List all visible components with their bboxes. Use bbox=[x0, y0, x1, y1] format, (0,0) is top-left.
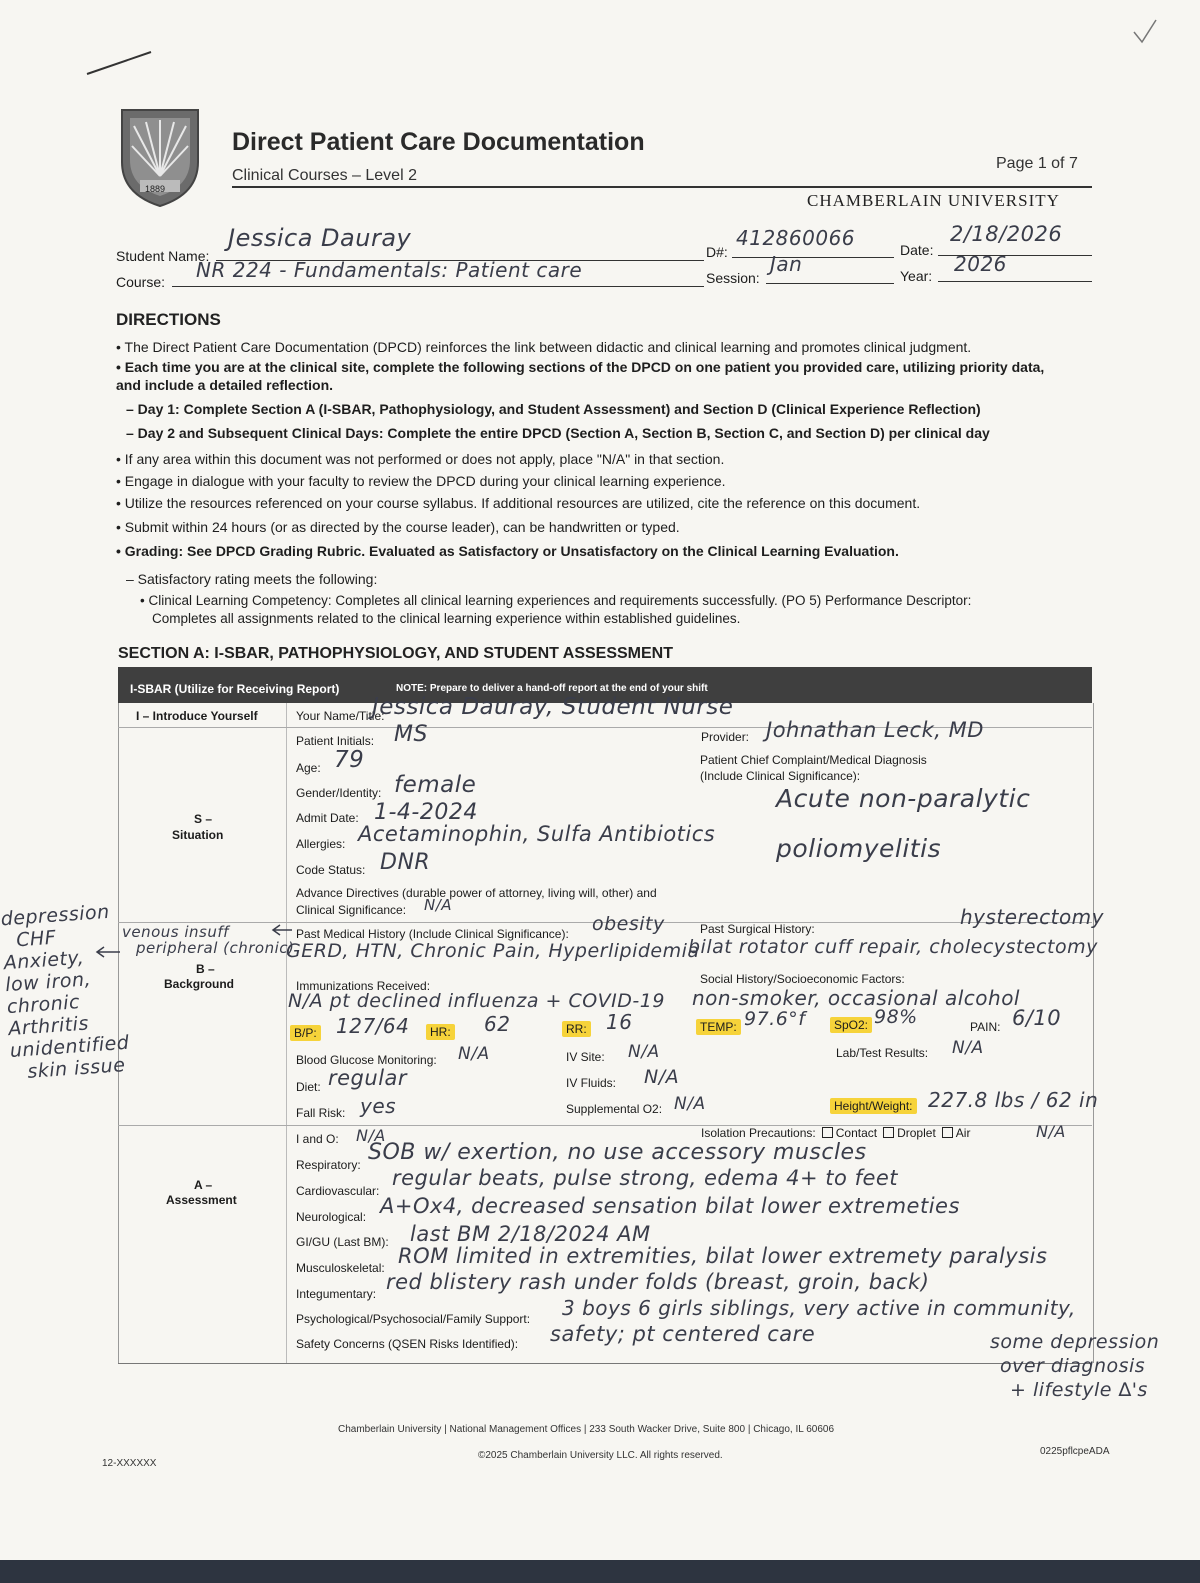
psychosocial-label: Psychological/Psychosocial/Family Support: bbox=[296, 1312, 531, 1326]
footer-copyright: ©2025 Chamberlain University LLC. All rights reserved. bbox=[478, 1450, 723, 1461]
page-title: Direct Patient Care Documentation bbox=[232, 128, 645, 156]
io-value: N/A bbox=[356, 1126, 386, 1145]
allergies-label: Allergies: bbox=[296, 837, 346, 851]
neurological-value: A+Ox4, decreased sensation bilat lower extremeties bbox=[380, 1194, 960, 1218]
spo2-label: SpO2: bbox=[830, 1018, 872, 1032]
age-value: 79 bbox=[334, 747, 365, 773]
isolation-precautions: Isolation Precautions: Contact Droplet Air bbox=[701, 1126, 971, 1140]
background-row-label-2: Background bbox=[164, 977, 235, 991]
psh-label: Past Surgical History: bbox=[700, 922, 815, 936]
margin-notes-left: depression CHF Anxiety, low iron, chronic Arthritis unidentified skin issue bbox=[0, 900, 131, 1083]
year-value: 2026 bbox=[954, 252, 1007, 276]
social-history-label: Social History/Socioeconomic Factors: bbox=[700, 972, 905, 986]
diet-value: regular bbox=[328, 1066, 408, 1090]
bgm-label: Blood Glucose Monitoring: bbox=[296, 1053, 437, 1067]
lab-results-value: N/A bbox=[952, 1038, 984, 1058]
age-label: Age: bbox=[296, 761, 321, 775]
iv-site-value: N/A bbox=[628, 1042, 660, 1062]
directions-day2: – Day 2 and Subsequent Clinical Days: Complete the entire DPCD (Section A, Section B, Section C, and Section D) per clinical day bbox=[126, 425, 990, 441]
temp-label: TEMP: bbox=[696, 1020, 741, 1034]
pmh-value: obesity bbox=[592, 913, 665, 935]
height-weight-label: Height/Weight: bbox=[830, 1099, 917, 1113]
arrow-left-icon bbox=[270, 924, 294, 936]
d-number-value: 412860066 bbox=[736, 226, 856, 250]
iv-site-label: IV Site: bbox=[566, 1050, 605, 1064]
course-value: NR 224 - Fundamentals: Patient care bbox=[196, 258, 583, 282]
situation-row-label: S – bbox=[194, 812, 213, 826]
fall-risk-label: Fall Risk: bbox=[296, 1106, 346, 1120]
fall-risk-value: yes bbox=[360, 1094, 397, 1118]
student-name-label: Student Name: bbox=[116, 248, 210, 264]
check-mark-icon bbox=[1130, 18, 1160, 48]
directions-item: • Grading: See DPCD Grading Rubric. Evaluated as Satisfactory or Unsatisfactory on the Clinical Learning Evaluation. bbox=[116, 543, 899, 559]
allergies-value: Acetaminophin, Sulfa Antibiotics bbox=[358, 822, 716, 846]
rr-label: RR: bbox=[562, 1022, 591, 1036]
hr-label: HR: bbox=[426, 1025, 455, 1039]
directions-item: • Submit within 24 hours (or as directed by the course leader), can be handwritten or typed. bbox=[116, 519, 680, 535]
date-label: Date: bbox=[900, 242, 934, 258]
complaint-value-2: poliomyelitis bbox=[776, 834, 942, 863]
advance-directives-label: Advance Directives (durable power of attorney, living will, other) and bbox=[296, 886, 657, 900]
social-history-value: non-smoker, occasional alcohol bbox=[692, 986, 1020, 1010]
name-title-label: Your Name/Title: bbox=[296, 709, 385, 723]
initials-value: MS bbox=[394, 722, 428, 747]
section-a-title: SECTION A: I-SBAR, PATHOPHYSIOLOGY, AND STUDENT ASSESSMENT bbox=[118, 645, 673, 662]
contact-checkbox[interactable] bbox=[822, 1127, 833, 1138]
complaint-value: Acute non-paralytic bbox=[776, 784, 1031, 813]
rr-value: 16 bbox=[606, 1010, 633, 1034]
assessment-row-label-2: Assessment bbox=[166, 1193, 237, 1207]
footer-code: 0225pflcpeADA bbox=[1040, 1446, 1110, 1457]
isbar-note: NOTE: Prepare to deliver a hand-off report at the end of your shift bbox=[396, 683, 708, 694]
session-value: Jan bbox=[770, 252, 803, 276]
psh-value-2: bilat rotator cuff repair, cholecystectomy bbox=[688, 936, 1098, 958]
code-status-value: DNR bbox=[380, 850, 431, 875]
pain-value: 6/10 bbox=[1012, 1006, 1062, 1030]
bp-value: 127/64 bbox=[336, 1014, 410, 1038]
iv-fluids-label: IV Fluids: bbox=[566, 1076, 617, 1090]
background-row-label: B – bbox=[196, 962, 215, 976]
intro-row-label: I – Introduce Yourself bbox=[136, 709, 258, 723]
initials-label: Patient Initials: bbox=[296, 734, 375, 748]
cardiovascular-value: regular beats, pulse strong, edema 4+ to feet bbox=[392, 1166, 899, 1190]
complaint-label-2: (Include Clinical Significance): bbox=[700, 769, 861, 783]
page-number: Page 1 of 7 bbox=[996, 155, 1078, 172]
isolation-value: N/A bbox=[1036, 1122, 1066, 1141]
immunizations-label: Immunizations Received: bbox=[296, 979, 431, 993]
io-label: I and O: bbox=[296, 1132, 339, 1146]
safety-value: safety; pt centered care bbox=[550, 1322, 816, 1346]
isbar-title: I-SBAR (Utilize for Receiving Report) bbox=[130, 682, 340, 696]
droplet-checkbox[interactable] bbox=[883, 1127, 894, 1138]
admit-label: Admit Date: bbox=[296, 811, 359, 825]
gigu-label: GI/GU (Last BM): bbox=[296, 1235, 389, 1249]
arrow-left-icon bbox=[94, 946, 122, 958]
directions-day1: – Day 1: Complete Section A (I-SBAR, Pathophysiology, and Student Assessment) and Section D (Clinical Experience Reflection) bbox=[126, 401, 981, 417]
air-checkbox[interactable] bbox=[942, 1127, 953, 1138]
immunizations-value: N/A pt declined influenza + COVID-19 bbox=[288, 990, 665, 1012]
directions-item: • Utilize the resources referenced on your course syllabus. If additional resources are utilized, cite the reference on this document. bbox=[116, 495, 921, 511]
integumentary-value: red blistery rash under folds (breast, groin, back) bbox=[386, 1270, 930, 1294]
assessment-row-label: A – bbox=[194, 1178, 213, 1192]
bgm-value: N/A bbox=[458, 1044, 490, 1064]
cardiovascular-label: Cardiovascular: bbox=[296, 1184, 380, 1198]
height-weight-value: 227.8 lbs / 62 in bbox=[928, 1088, 1099, 1112]
page-subtitle: Clinical Courses – Level 2 bbox=[232, 167, 417, 184]
year-label: Year: bbox=[900, 268, 933, 284]
advance-directives-label-2: Clinical Significance: bbox=[296, 903, 407, 917]
respiratory-label: Respiratory: bbox=[296, 1158, 361, 1172]
gender-value: female bbox=[394, 772, 477, 798]
pain-label: PAIN: bbox=[970, 1020, 1001, 1034]
name-title-value: Jessica Dauray, Student Nurse bbox=[372, 694, 734, 720]
situation-row-label-2: Situation bbox=[172, 828, 224, 842]
directions-item: • The Direct Patient Care Documentation (DPCD) reinforces the link between didactic and clinical learning and promotes clinical judgment. bbox=[116, 339, 972, 355]
provider-label: Provider: bbox=[701, 730, 750, 744]
footer-form-number: 12-XXXXXX bbox=[102, 1458, 157, 1469]
directions-item: • Engage in dialogue with your faculty to review the DPCD during your clinical learning experience. bbox=[116, 473, 726, 489]
admit-value: 1-4-2024 bbox=[374, 800, 478, 825]
directions-item: • Each time you are at the clinical site, complete the following sections of the DPCD on one patient you provided care, utilizing priority data, and include a detailed reflection. bbox=[116, 359, 1045, 393]
hr-value: 62 bbox=[484, 1012, 511, 1036]
musculoskeletal-label: Musculoskeletal: bbox=[296, 1261, 385, 1275]
temp-value: 97.6°f bbox=[744, 1008, 806, 1030]
pmh-label: Past Medical History (Include Clinical Significance): bbox=[296, 927, 569, 941]
provider-value: Johnathan Leck, MD bbox=[766, 718, 984, 742]
psh-value: hysterectomy bbox=[960, 905, 1104, 929]
spo2-value: 98% bbox=[874, 1006, 918, 1028]
lab-results-label: Lab/Test Results: bbox=[836, 1046, 929, 1060]
supplemental-o2-label: Supplemental O2: bbox=[566, 1102, 663, 1116]
complaint-label: Patient Chief Complaint/Medical Diagnosis bbox=[700, 753, 927, 767]
directions-item: • If any area within this document was not performed or does not apply, place "N/A" in that section. bbox=[116, 451, 725, 467]
directions-competency-cont: Completes all assignments related to the clinical learning experience within established guidelines. bbox=[152, 611, 741, 626]
date-value: 2/18/2026 bbox=[950, 222, 1063, 246]
d-number-label: D#: bbox=[706, 244, 728, 260]
psychosocial-value: 3 boys 6 girls siblings, very active in community, bbox=[562, 1296, 1076, 1320]
gender-label: Gender/Identity: bbox=[296, 786, 382, 800]
session-label: Session: bbox=[706, 270, 760, 286]
directions-competency: • Clinical Learning Competency: Completes all clinical learning experiences and requirements successfully. (PO 5) Performance Descriptor: bbox=[140, 593, 972, 608]
margin-notes-right: some depression over diagnosis + lifestyle ∆'s bbox=[990, 1331, 1160, 1401]
gigu-value: last BM 2/18/2024 AM bbox=[410, 1222, 651, 1246]
seal-year: 1889 bbox=[145, 184, 166, 194]
directions-sub: – Satisfactory rating meets the following: bbox=[126, 571, 378, 587]
pmh-value-2: GERD, HTN, Chronic Pain, Hyperlipidemia bbox=[286, 940, 700, 962]
student-name-value: Jessica Dauray bbox=[228, 224, 412, 252]
musculoskeletal-value: ROM limited in extremities, bilat lower extremety paralysis bbox=[398, 1244, 1048, 1268]
university-name: CHAMBERLAIN UNIVERSITY bbox=[807, 191, 1060, 210]
neurological-label: Neurological: bbox=[296, 1210, 367, 1224]
pen-mark bbox=[85, 48, 155, 78]
code-status-label: Code Status: bbox=[296, 863, 366, 877]
safety-label: Safety Concerns (QSEN Risks Identified): bbox=[296, 1337, 519, 1351]
university-seal-icon bbox=[118, 106, 202, 210]
diet-label: Diet: bbox=[296, 1080, 321, 1094]
footer-address: Chamberlain University | National Management Offices | 233 South Wacker Drive, Suite 800 | Chicago, IL 60606 bbox=[338, 1424, 835, 1435]
margin-note-venous: venous insuff peripheral (chronic) bbox=[122, 923, 295, 957]
integumentary-label: Integumentary: bbox=[296, 1287, 377, 1301]
respiratory-value: SOB w/ exertion, no use accessory muscles bbox=[368, 1140, 867, 1165]
advance-directives-value: N/A bbox=[424, 896, 453, 914]
iv-fluids-value: N/A bbox=[644, 1066, 680, 1088]
supplemental-o2-value: N/A bbox=[674, 1094, 706, 1114]
course-label: Course: bbox=[116, 274, 166, 290]
bp-label: B/P: bbox=[290, 1026, 321, 1040]
directions-heading: DIRECTIONS bbox=[116, 310, 221, 329]
